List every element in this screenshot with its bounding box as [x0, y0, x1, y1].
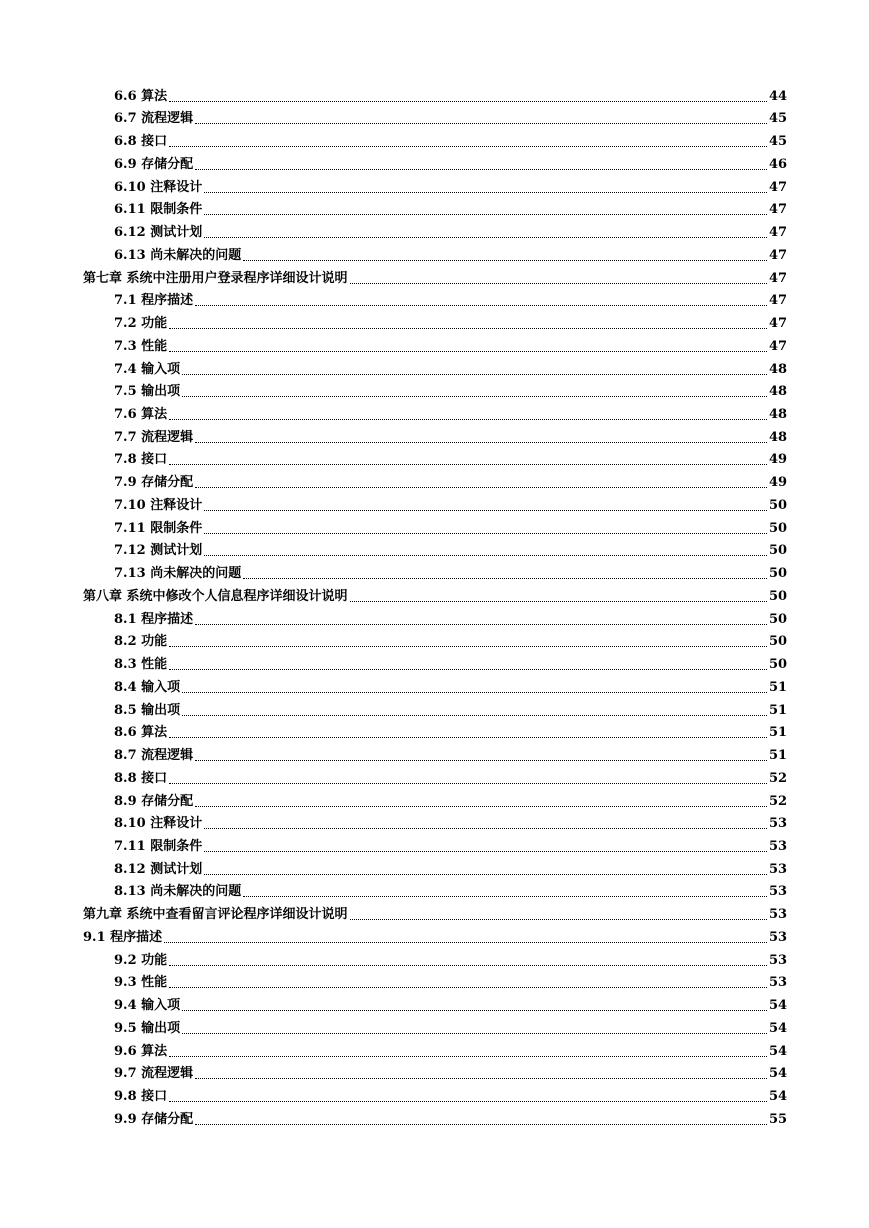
toc-entry[interactable] — [0, 289, 869, 312]
toc-entry-label: 6.7 流程逻辑 — [114, 111, 194, 127]
toc-dot-leader — [195, 1078, 767, 1079]
toc-dot-leader — [182, 715, 767, 716]
toc-entry-label: 6.8 接口 — [114, 134, 168, 150]
toc-entry-label: 8.1 程序描述 — [114, 611, 194, 627]
toc-dot-leader — [182, 1010, 767, 1011]
toc-entry[interactable] — [0, 539, 869, 562]
toc-entry-label: 9.4 输入项 — [114, 998, 181, 1014]
toc-entry[interactable] — [0, 902, 869, 925]
toc-entry-label: 9.6 算法 — [114, 1043, 168, 1059]
toc-entry[interactable] — [0, 311, 869, 334]
toc-page-number: 53 — [769, 861, 788, 877]
toc-entry-label: 9.7 流程逻辑 — [114, 1066, 194, 1082]
toc-entry-label: 7.7 流程逻辑 — [114, 429, 194, 445]
toc-page-number: 48 — [769, 361, 788, 377]
toc-entry[interactable] — [0, 675, 869, 698]
toc-entry[interactable] — [0, 607, 869, 630]
toc-entry-label: 9.8 接口 — [114, 1089, 168, 1105]
toc-entry-label: 9.5 输出项 — [114, 1020, 181, 1036]
toc-page-number: 52 — [769, 770, 788, 786]
toc-entry-label: 7.13 尚未解决的问题 — [114, 566, 242, 582]
toc-entry[interactable] — [0, 630, 869, 653]
toc-dot-leader — [204, 510, 767, 511]
toc-entry[interactable] — [0, 334, 869, 357]
toc-page-number: 53 — [769, 884, 788, 900]
toc-page-number: 53 — [769, 975, 788, 991]
toc-page-number: 54 — [769, 998, 788, 1014]
toc-entry[interactable] — [0, 1062, 869, 1085]
toc-entry[interactable] — [0, 470, 869, 493]
toc-entry[interactable] — [0, 789, 869, 812]
toc-page-number: 48 — [769, 384, 788, 400]
toc-entry[interactable] — [0, 220, 869, 243]
toc-entry-label: 第八章 系统中修改个人信息程序详细设计说明 — [83, 588, 348, 604]
toc-dot-leader — [195, 442, 767, 443]
toc-entry-label: 6.13 尚未解决的问题 — [114, 247, 242, 263]
toc-entry[interactable] — [0, 425, 869, 448]
toc-entry[interactable] — [0, 948, 869, 971]
toc-entry-label: 8.5 输出项 — [114, 702, 181, 718]
toc-entry-label: 9.9 存储分配 — [114, 1111, 194, 1127]
toc-dot-leader — [204, 874, 767, 875]
toc-page-number: 53 — [769, 952, 788, 968]
toc-entry[interactable] — [0, 357, 869, 380]
toc-entry-label: 6.12 测试计划 — [114, 225, 203, 241]
toc-page-number: 50 — [769, 497, 788, 513]
toc-dot-leader — [243, 260, 767, 261]
toc-dot-leader — [350, 919, 767, 920]
toc-dot-leader — [195, 1124, 767, 1125]
toc-dot-leader — [243, 578, 767, 579]
toc-dot-leader — [195, 760, 767, 761]
toc-entry-label: 8.12 测试计划 — [114, 861, 203, 877]
toc-entry[interactable] — [0, 1107, 869, 1130]
toc-entry-label: 9.3 性能 — [114, 975, 168, 991]
toc-page-number: 53 — [769, 838, 788, 854]
toc-entry[interactable] — [0, 561, 869, 584]
toc-page-number: 46 — [769, 156, 788, 172]
toc-entry-label: 7.5 输出项 — [114, 384, 181, 400]
toc-entry[interactable] — [0, 84, 869, 107]
toc-dot-leader — [182, 396, 767, 397]
toc-page-number: 54 — [769, 1020, 788, 1036]
toc-dot-leader — [169, 965, 767, 966]
toc-dot-leader — [182, 374, 767, 375]
toc-entry[interactable] — [0, 129, 869, 152]
toc-dot-leader — [195, 806, 767, 807]
toc-dot-leader — [182, 1033, 767, 1034]
toc-page-number: 51 — [769, 702, 788, 718]
toc-dot-leader — [204, 192, 767, 193]
toc-page-number: 45 — [769, 134, 788, 150]
toc-dot-leader — [195, 169, 767, 170]
toc-dot-leader — [169, 1056, 767, 1057]
toc-page-number: 55 — [769, 1111, 788, 1127]
toc-entry-label: 8.8 接口 — [114, 770, 168, 786]
toc-page-number: 48 — [769, 429, 788, 445]
toc-dot-leader — [204, 828, 767, 829]
toc-entry[interactable] — [0, 812, 869, 835]
toc-page-number: 47 — [769, 202, 788, 218]
toc-page-number: 47 — [769, 270, 788, 286]
toc-entry[interactable] — [0, 516, 869, 539]
toc-dot-leader — [169, 1101, 767, 1102]
toc-entry-label: 7.6 算法 — [114, 407, 168, 423]
toc-dot-leader — [195, 123, 767, 124]
toc-entry-label: 6.9 存储分配 — [114, 156, 194, 172]
toc-page-number: 50 — [769, 566, 788, 582]
toc-entry[interactable] — [0, 175, 869, 198]
toc-dot-leader — [182, 692, 767, 693]
toc-dot-leader — [204, 851, 767, 852]
toc-entry[interactable] — [0, 198, 869, 221]
toc-dot-leader — [195, 487, 767, 488]
toc-dot-leader — [195, 624, 767, 625]
toc-entry[interactable] — [0, 1039, 869, 1062]
toc-page-number: 51 — [769, 725, 788, 741]
toc-entry-label: 7.10 注释设计 — [114, 497, 203, 513]
toc-entry-label: 7.11 限制条件 — [114, 520, 203, 536]
toc-entry[interactable] — [0, 493, 869, 516]
toc-dot-leader — [169, 783, 767, 784]
toc-page-number: 47 — [769, 316, 788, 332]
toc-entry-label: 9.2 功能 — [114, 952, 168, 968]
toc-dot-leader — [169, 464, 767, 465]
toc-page-number: 50 — [769, 657, 788, 673]
toc-entry-label: 7.2 功能 — [114, 316, 168, 332]
toc-page-number: 50 — [769, 634, 788, 650]
toc-entry[interactable] — [0, 584, 869, 607]
toc-entry[interactable] — [0, 743, 869, 766]
toc-entry-label: 7.3 性能 — [114, 338, 168, 354]
toc-entry-label: 7.8 接口 — [114, 452, 168, 468]
toc-entry-label: 6.10 注释设计 — [114, 179, 203, 195]
toc-entry-label: 8.13 尚未解决的问题 — [114, 884, 242, 900]
toc-dot-leader — [204, 555, 767, 556]
toc-page-number: 47 — [769, 225, 788, 241]
toc-dot-leader — [164, 942, 767, 943]
toc-entry-label: 8.7 流程逻辑 — [114, 748, 194, 764]
toc-page-number: 54 — [769, 1089, 788, 1105]
toc-page-number: 50 — [769, 611, 788, 627]
toc-dot-leader — [350, 601, 767, 602]
toc-entry-label: 7.1 程序描述 — [114, 293, 194, 309]
toc-entry-label: 7.11 限制条件 — [114, 838, 203, 854]
toc-entry[interactable] — [0, 857, 869, 880]
toc-dot-leader — [350, 283, 767, 284]
toc-page-number: 47 — [769, 338, 788, 354]
toc-page-number: 49 — [769, 452, 788, 468]
toc-entry-label: 第九章 系统中查看留言评论程序详细设计说明 — [83, 907, 348, 923]
toc-page-number: 47 — [769, 293, 788, 309]
toc-entry-label: 7.12 测试计划 — [114, 543, 203, 559]
toc-dot-leader — [204, 214, 767, 215]
toc-entry-label: 8.10 注释设计 — [114, 816, 203, 832]
toc-page-number: 44 — [769, 88, 788, 104]
toc-dot-leader — [195, 305, 767, 306]
toc-entry[interactable] — [0, 698, 869, 721]
toc-dot-leader — [204, 533, 767, 534]
toc-entry[interactable] — [0, 880, 869, 903]
toc-page-number: 51 — [769, 679, 788, 695]
toc-dot-leader — [169, 646, 767, 647]
toc-entry-label: 6.11 限制条件 — [114, 202, 203, 218]
toc-entry-label: 7.9 存储分配 — [114, 475, 194, 491]
toc-entry-label: 7.4 输入项 — [114, 361, 181, 377]
toc-entry[interactable] — [0, 107, 869, 130]
toc-dot-leader — [169, 146, 767, 147]
toc-dot-leader — [169, 328, 767, 329]
toc-entry-label: 8.3 性能 — [114, 657, 168, 673]
toc-entry-label: 8.9 存储分配 — [114, 793, 194, 809]
toc-entry-label: 9.1 程序描述 — [83, 929, 163, 945]
toc-entry[interactable] — [0, 993, 869, 1016]
toc-entry[interactable] — [0, 380, 869, 403]
toc-page-number: 50 — [769, 520, 788, 536]
toc-dot-leader — [204, 237, 767, 238]
toc-entry-label: 6.6 算法 — [114, 88, 168, 104]
toc-dot-leader — [243, 896, 767, 897]
toc-entry[interactable] — [0, 243, 869, 266]
toc-page-number: 52 — [769, 793, 788, 809]
toc-entry[interactable] — [0, 766, 869, 789]
toc-page-number: 48 — [769, 407, 788, 423]
toc-entry[interactable] — [0, 402, 869, 425]
toc-entry[interactable] — [0, 266, 869, 289]
toc-entry[interactable] — [0, 834, 869, 857]
toc-page-number: 51 — [769, 748, 788, 764]
toc-page-number: 49 — [769, 475, 788, 491]
toc-dot-leader — [169, 987, 767, 988]
toc-entry[interactable] — [0, 925, 869, 948]
toc-dot-leader — [169, 101, 767, 102]
toc-page-number: 54 — [769, 1043, 788, 1059]
toc-entry-label: 8.6 算法 — [114, 725, 168, 741]
toc-page-number: 54 — [769, 1066, 788, 1082]
toc-entry[interactable] — [0, 1016, 869, 1039]
toc-page-number: 53 — [769, 816, 788, 832]
toc-dot-leader — [169, 351, 767, 352]
toc-entry-label: 8.2 功能 — [114, 634, 168, 650]
toc-page-number: 50 — [769, 588, 788, 604]
toc-page-number: 50 — [769, 543, 788, 559]
toc-page-number: 53 — [769, 929, 788, 945]
toc-entry[interactable] — [0, 721, 869, 744]
toc-entry[interactable] — [0, 971, 869, 994]
toc-dot-leader — [169, 737, 767, 738]
toc-entry[interactable] — [0, 448, 869, 471]
toc-entry-label: 第七章 系统中注册用户登录程序详细设计说明 — [83, 270, 348, 286]
toc-page-number: 45 — [769, 111, 788, 127]
toc-entry[interactable] — [0, 1084, 869, 1107]
toc-dot-leader — [169, 419, 767, 420]
toc-entry-label: 8.4 输入项 — [114, 679, 181, 695]
toc-page-number: 47 — [769, 179, 788, 195]
toc-entry[interactable] — [0, 652, 869, 675]
toc-dot-leader — [169, 669, 767, 670]
toc-entry[interactable] — [0, 152, 869, 175]
table-of-contents — [0, 84, 869, 1130]
toc-page-number: 47 — [769, 247, 788, 263]
toc-page-number: 53 — [769, 907, 788, 923]
